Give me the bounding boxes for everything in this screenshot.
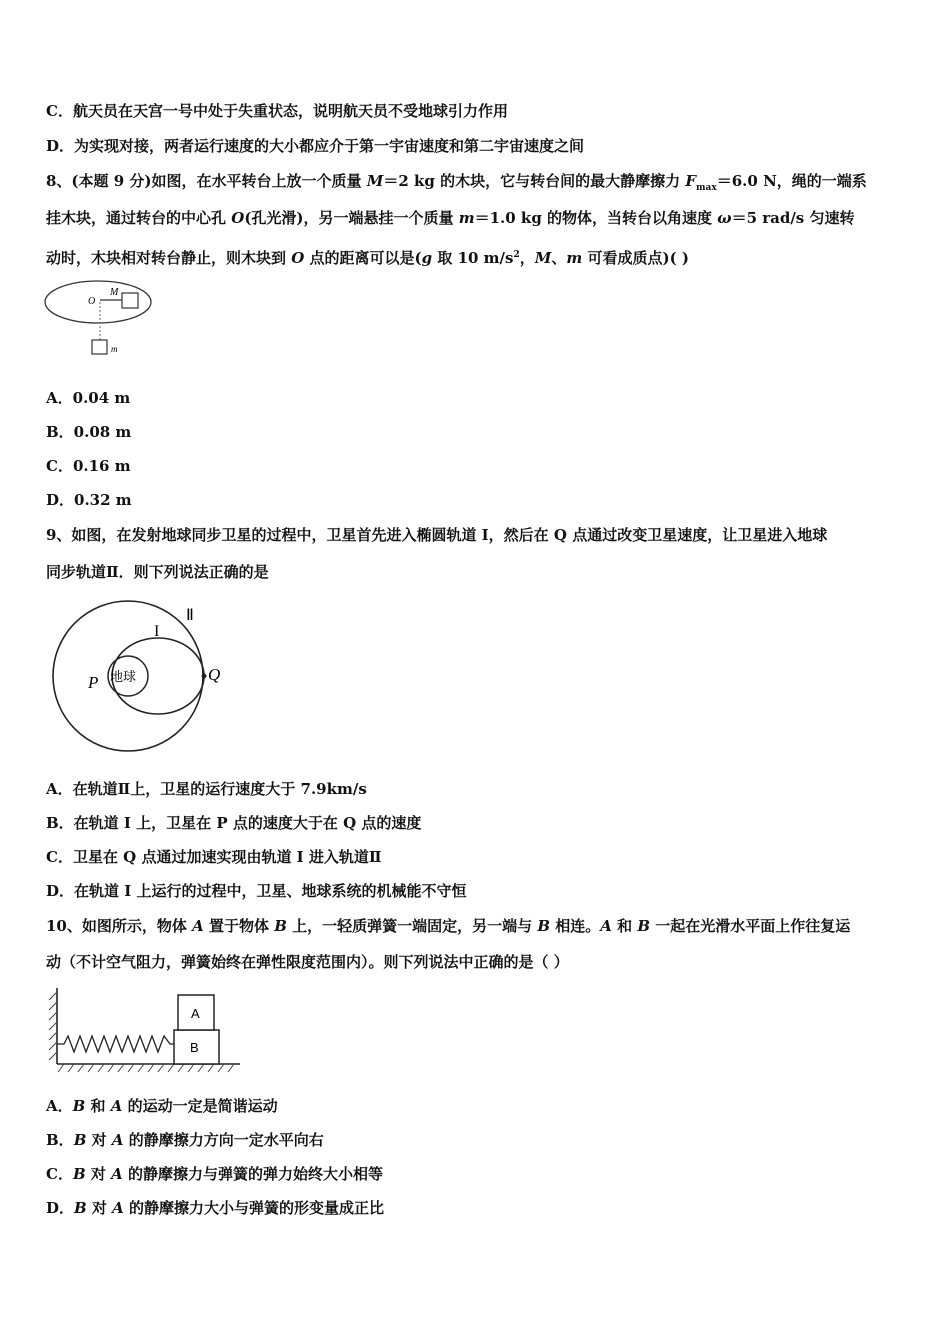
q7-option-c: C．航天员在天宫一号中处于失重状态，说明航天员不受地球引力作用 <box>46 102 508 120</box>
q9-option-a: A．在轨道Ⅱ上，卫星的运行速度大于 7.9km/s <box>46 780 367 798</box>
q9-option-d: D．在轨道 I 上运行的过程中，卫星、地球系统的机械能不守恒 <box>46 882 467 900</box>
q8-turntable-figure <box>44 278 154 360</box>
q9-stem-line1: 9、如图，在发射地球同步卫星的过程中，卫星首先进入椭圆轨道 I，然后在 Q 点通过改变卫星速度，让卫星进入地球 <box>46 526 828 544</box>
q10-stem-line2: 动（不计空气阻力，弹簧始终在弹性限度范围内）。则下列说法中正确的是（ ） <box>46 953 569 971</box>
label-Q: Q <box>208 665 221 684</box>
q8-stem-line2: 挂木块，通过转台的中心孔 O(孔光滑)，另一端悬挂一个质量 m＝1.0 kg 的物体，当转台以角速度 ω＝5 rad/s 匀速转 <box>46 209 855 227</box>
q8-stem-line1: 8、(本题 9 分)如图，在水平转台上放一个质量 M＝2 kg 的木块，它与转台间的最大静摩擦力 $F_{max}=6.0$ N，绳的一端系 <box>46 172 867 193</box>
q8-option-b: B．0.08 m <box>46 423 132 441</box>
q10-option-c: C．B 对 A 的静摩擦力与弹簧的弹力始终大小相等 <box>46 1165 383 1183</box>
q10-spring-figure <box>44 984 246 1076</box>
q9-option-b: B．在轨道 I 上，卫星在 P 点的速度大于在 Q 点的速度 <box>46 814 422 832</box>
label-block-B: B <box>190 1040 199 1055</box>
q8-option-d: D．0.32 m <box>46 491 132 509</box>
q9-orbit-figure <box>44 598 264 753</box>
q10-option-d: D．B 对 A 的静摩擦力大小与弹簧的形变量成正比 <box>46 1199 385 1217</box>
q8-stem-line3: 动时，木块相对转台静止，则木块到 O 点的距离可以是(g 取 10 $m/s^2$，M、m 可看成质点)( ) <box>46 249 690 267</box>
label-earth: 地球 <box>110 670 137 685</box>
q10-option-b: B．B 对 A 的静摩擦力方向一定水平向右 <box>46 1131 324 1149</box>
q8-option-a: A．0.04 m <box>46 389 131 407</box>
label-m: m <box>111 344 118 354</box>
label-P: P <box>88 673 99 692</box>
q9-stem-line2: 同步轨道Ⅱ．则下列说法正确的是 <box>46 563 269 581</box>
label-block-A: A <box>191 1006 200 1021</box>
q9-option-c: C．卫星在 Q 点通过加速实现由轨道 I 进入轨道Ⅱ <box>46 848 382 866</box>
q10-option-a: A．B 和 A 的运动一定是简谐运动 <box>46 1097 278 1115</box>
q7-option-d: D．为实现对接，两者运行速度的大小都应介于第一宇宙速度和第二宇宙速度之间 <box>46 137 585 155</box>
label-orbit-II: Ⅱ <box>186 607 194 624</box>
label-M: M <box>110 287 119 298</box>
label-O: O <box>88 296 96 307</box>
q8-option-c: C．0.16 m <box>46 457 131 475</box>
label-orbit-I: I <box>154 623 160 640</box>
q10-stem-line1: 10、如图所示，物体 A 置于物体 B 上，一轻质弹簧一端固定，另一端与 B 相连。A 和 B 一起在光滑水平面上作往复运 <box>46 917 851 935</box>
